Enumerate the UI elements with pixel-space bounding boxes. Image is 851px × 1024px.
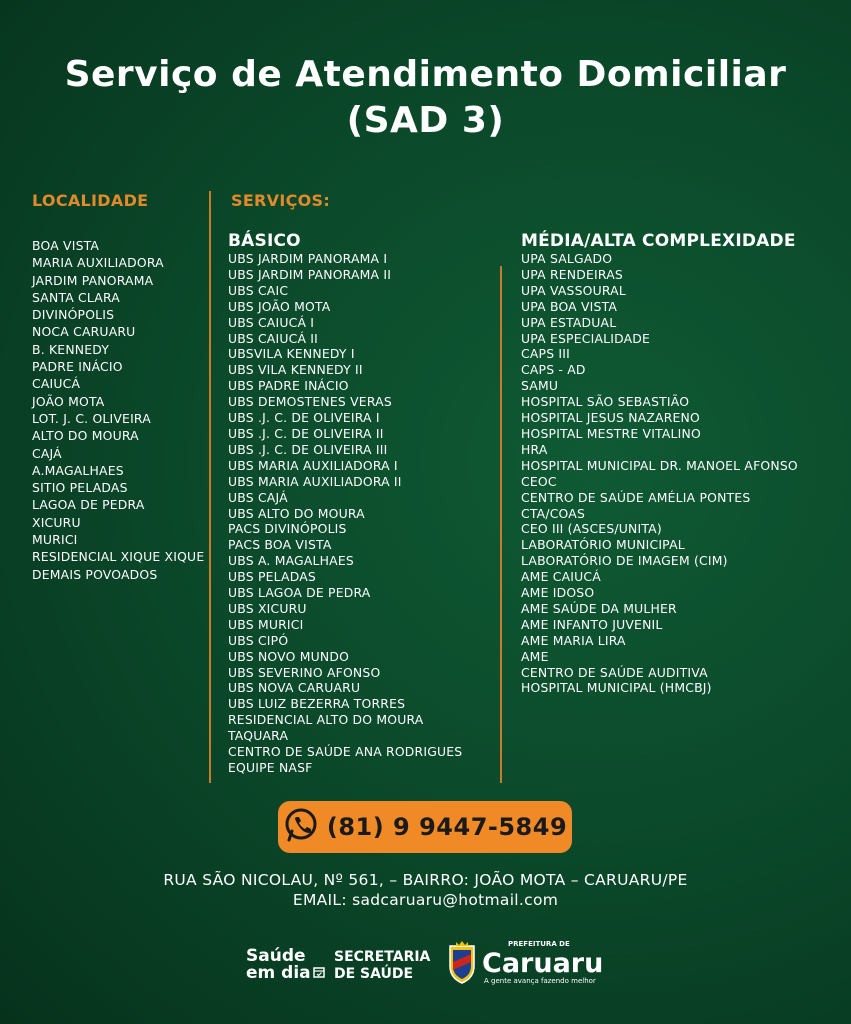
localidade-item: BOA VISTA <box>32 238 100 253</box>
media-service-item: AME CAIUCÁ <box>521 569 601 585</box>
basico-service-item: UBS JARDIM PANORAMA I <box>228 251 388 266</box>
localidade-item: JOÃO MOTA <box>32 393 105 409</box>
localidade-item: PADRE INÁCIO <box>32 359 123 375</box>
localidade-item: CAIUCÁ <box>32 376 81 392</box>
whatsapp-icon <box>283 807 319 847</box>
page-title <box>0 52 851 144</box>
basico-service-item: UBS XICURU <box>228 600 307 616</box>
media-service-item: CTA/COAS <box>521 505 586 521</box>
media-service-item: UPA RENDEIRAS <box>521 266 623 282</box>
media-service-item: UPA BOA VISTA <box>521 298 618 314</box>
media-service-item: UPA VASSOURAL <box>521 282 626 298</box>
basico-list <box>228 251 462 776</box>
saude-em-dia-logo <box>246 948 325 982</box>
media-service-item: CENTRO DE SAÚDE AMÉLIA PONTES <box>521 489 751 505</box>
media-service-item: CAPS - AD <box>521 362 586 378</box>
media-service-item: HRA <box>521 441 548 457</box>
media-service-item: UPA ESTADUAL <box>521 314 617 330</box>
basico-service-item: EQUIPE NASF <box>228 760 313 775</box>
column-divider-left <box>209 191 211 783</box>
media-service-item: UPA SALGADO <box>521 251 613 266</box>
basico-service-item: UBS VILA KENNEDY II <box>228 362 363 378</box>
basico-service-item: UBS CAIC <box>228 282 289 298</box>
media-heading: MÉDIA/ALTA COMPLEXIDADE <box>521 231 796 251</box>
basico-service-item: UBS A. MAGALHAES <box>228 553 354 569</box>
media-service-item: LABORATÓRIO DE IMAGEM (CIM) <box>521 553 728 569</box>
basico-service-item: TAQUARA <box>228 728 289 744</box>
localidade-list <box>32 237 204 583</box>
media-service-item: AME SAÚDE DA MULHER <box>521 600 677 616</box>
basico-service-item: UBS NOVA CARUARU <box>228 680 361 696</box>
basico-service-item: RESIDENCIAL ALTO DO MOURA <box>228 712 424 728</box>
basico-service-item: UBS CAJÁ <box>228 489 288 505</box>
localidade-item: SITIO PELADAS <box>32 480 128 496</box>
media-service-item: HOSPITAL JESUS NAZARENO <box>521 410 700 426</box>
media-service-item: CENTRO DE SAÚDE AUDITIVA <box>521 664 708 680</box>
media-list <box>521 251 798 696</box>
localidade-item: MURICI <box>32 532 78 548</box>
basico-service-item: UBS PELADAS <box>228 569 316 585</box>
localidade-item: RESIDENCIAL XIQUE XIQUE <box>32 549 205 565</box>
basico-service-item: CENTRO DE SAÚDE ANA RODRIGUES <box>228 744 463 760</box>
servicos-heading: SERVIÇOS: <box>231 191 331 210</box>
phone-number[interactable]: (81) 9 9447-5849 <box>326 813 568 841</box>
localidade-item: MARIA AUXILIADORA <box>32 255 164 271</box>
basico-heading: BÁSICO <box>228 231 301 251</box>
email-text[interactable]: EMAIL: sadcaruaru@hotmail.com <box>292 891 559 909</box>
media-service-item: AME IDOSO <box>521 585 595 601</box>
media-service-item: SAMU <box>521 378 559 394</box>
basico-service-item: UBS .J. C. DE OLIVEIRA II <box>228 425 384 441</box>
saude-logo-line1: Saúde <box>246 946 306 966</box>
media-service-item: CAPS III <box>521 346 570 362</box>
localidade-item: JARDIM PANORAMA <box>32 272 154 288</box>
caruaru-wordmark: Caruaru <box>482 948 604 979</box>
localidade-item: DEMAIS POVOADOS <box>32 566 158 582</box>
media-service-item: CEO III (ASCES/UNITA) <box>521 521 662 537</box>
calendar-icon <box>313 965 325 982</box>
localidade-item: LOT. J. C. OLIVEIRA <box>32 410 151 426</box>
localidade-item: LAGOA DE PEDRA <box>32 497 145 513</box>
basico-service-item: UBS ALTO DO MOURA <box>228 505 365 521</box>
address-text: RUA SÃO NICOLAU, Nº 561, – BAIRRO: JOÃO MOTA – CARUARU/PE <box>163 871 688 889</box>
media-service-item: UPA ESPECIALIDADE <box>521 330 651 346</box>
basico-service-item: UBS SEVERINO AFONSO <box>228 664 381 680</box>
basico-service-item: UBS .J. C. DE OLIVEIRA I <box>228 410 380 426</box>
basico-service-item: UBS JARDIM PANORAMA II <box>228 266 392 282</box>
localidade-item: B. KENNEDY <box>32 341 110 357</box>
basico-service-item: UBS PADRE INÁCIO <box>228 378 349 394</box>
basico-service-item: UBS LUIZ BEZERRA TORRES <box>228 696 406 712</box>
basico-service-item: PACS BOA VISTA <box>228 537 332 553</box>
basico-service-item: UBS CAIUCÁ I <box>228 314 315 330</box>
basico-service-item: PACS DIVINÓPOLIS <box>228 521 347 537</box>
title-line-2: (SAD 3) <box>346 100 505 141</box>
basico-service-item: UBS CIPÓ <box>228 632 289 648</box>
secretaria-line2: DE SAÚDE <box>334 966 414 982</box>
column-divider-right <box>500 266 502 783</box>
media-service-item: HOSPITAL MESTRE VITALINO <box>521 425 701 441</box>
media-service-item: HOSPITAL MUNICIPAL DR. MANOEL AFONSO <box>521 457 798 473</box>
localidade-heading: LOCALIDADE <box>32 191 149 210</box>
localidade-item: SANTA CLARA <box>32 289 120 305</box>
prefeitura-label: PREFEITURA DE <box>508 940 570 948</box>
localidade-item: XICURU <box>32 514 81 530</box>
media-service-item: CEOC <box>521 473 557 489</box>
saude-logo-line2: em dia <box>246 963 311 983</box>
media-service-item: HOSPITAL SÃO SEBASTIÃO <box>521 394 690 410</box>
secretaria-line1: SECRETARIA <box>334 949 431 965</box>
media-service-item: HOSPITAL MUNICIPAL (HMCBJ) <box>521 680 712 696</box>
basico-service-item: UBS LAGOA DE PEDRA <box>228 585 371 601</box>
basico-service-item: UBS MURICI <box>228 616 304 632</box>
basico-service-item: UBS CAIUCÁ II <box>228 330 318 346</box>
media-service-item: AME INFANTO JUVENIL <box>521 616 663 632</box>
caruaru-tagline: A gente avança fazendo melhor <box>484 977 596 985</box>
basico-service-item: UBS JOÃO MOTA <box>228 298 331 314</box>
localidade-item: A.MAGALHAES <box>32 462 124 478</box>
basico-service-item: UBS NOVO MUNDO <box>228 648 350 664</box>
localidade-item: DIVINÓPOLIS <box>32 307 115 323</box>
basico-service-item: UBS .J. C. DE OLIVEIRA III <box>228 441 388 457</box>
media-service-item: AME <box>521 648 549 664</box>
basico-service-item: UBSVILA KENNEDY I <box>228 346 355 362</box>
title-line-1: Serviço de Atendimento Domiciliar <box>64 54 787 95</box>
caruaru-crest-icon <box>446 940 478 988</box>
media-service-item: AME MARIA LIRA <box>521 632 626 648</box>
localidade-item: NOCA CARUARU <box>32 324 136 340</box>
localidade-item: CAJÁ <box>32 445 62 461</box>
basico-service-item: UBS MARIA AUXILIADORA I <box>228 457 398 473</box>
basico-service-item: UBS DEMOSTENES VERAS <box>228 394 392 410</box>
secretaria-logo <box>334 949 430 983</box>
basico-service-item: UBS MARIA AUXILIADORA II <box>228 473 402 489</box>
media-service-item: LABORATÓRIO MUNICIPAL <box>521 537 685 553</box>
whatsapp-phone-button[interactable] <box>278 801 572 853</box>
localidade-item: ALTO DO MOURA <box>32 428 139 444</box>
